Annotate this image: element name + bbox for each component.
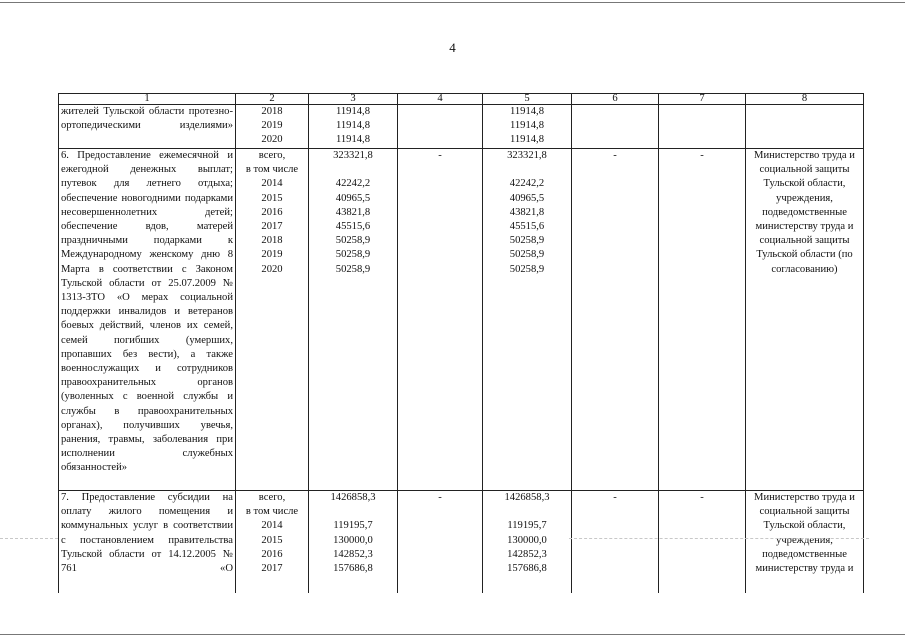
- header-cell-5: 5: [483, 94, 572, 105]
- header-cell-3: 3: [309, 94, 398, 105]
- measure-description: 6. Предоставление ежемесячной и ежегодной денежных выплат; путевок для летнего отдыха; обеспечение новогодними подарками несовершеннолетних детей; обеспечение вдов, матерей праздничными подарками к Международному женскому дню 8 Марта в соответствии с Законом Тульской области от 25.07.2009 № 1313-ЗТО «О мерах социальной поддержки инвалидов и ветеранов боевых действий, членов их семей, семей погибших (умерших, пропавших без вести), а также военнослужащих и сотрудников правоохранительных органов (уволенных с военной службы и службы в правоохранительных органах), получивших увечья, ранения, травмы, заболевания при исполнении служебных обязанностей»: [59, 149, 236, 491]
- measure-description: 7. Предоставление субсидии на оплату жилого помещения и коммунальных услуг в соответствии с постановлением правительства Тульской области от 14.12.2005 № 761 «О: [59, 491, 236, 594]
- other-sources-cell: [659, 105, 746, 149]
- federal-budget-cell: -: [398, 149, 483, 491]
- total-funding-cell: 323321,8 42242,2 40965,5 43821,8 45515,6 50258,9 50258,9 50258,9: [309, 149, 398, 491]
- header-row: [59, 94, 864, 105]
- regional-budget-cell: 323321,8 42242,2 40965,5 43821,8 45515,6 50258,9 50258,9 50258,9: [483, 149, 572, 491]
- regional-budget-cell: 11914,8 11914,8 11914,8: [483, 105, 572, 149]
- municipal-budget-cell: [572, 105, 659, 149]
- header-cell-1: 1: [59, 94, 236, 105]
- header-cell-8: 8: [746, 94, 864, 105]
- period-cell: 2018 2019 2020: [236, 105, 309, 149]
- header-cell-2: 2: [236, 94, 309, 105]
- federal-budget-cell: -: [398, 491, 483, 594]
- program-table: [58, 93, 864, 593]
- page-number: 4: [449, 40, 456, 55]
- total-funding-cell: 11914,8 11914,8 11914,8: [309, 105, 398, 149]
- other-sources-cell: -: [659, 491, 746, 594]
- header-cell-4: 4: [398, 94, 483, 105]
- table-row: [59, 491, 864, 594]
- executor-cell: [746, 105, 864, 149]
- scan-artifact-line: [0, 538, 58, 539]
- scan-edge-bottom: [0, 634, 905, 635]
- other-sources-cell: -: [659, 149, 746, 491]
- executor-cell: Министерство труда и социальной защиты Тульской области, учреждения, подведомственные министерству труда и социальной защиты Тульской области (по согласованию): [746, 149, 864, 491]
- executor-cell: Министерство труда и социальной защиты Тульской области, учреждения, подведомственные министерству труда и: [746, 491, 864, 594]
- table-row: [59, 149, 864, 491]
- period-cell: всего, в том числе 2014 2015 2016 2017: [236, 491, 309, 594]
- measure-description: жителей Тульской области протезно-ортопедическими изделиями»: [59, 105, 236, 149]
- period-cell: всего, в том числе 2014 2015 2016 2017 2018 2019 2020: [236, 149, 309, 491]
- federal-budget-cell: [398, 105, 483, 149]
- header-cell-7: 7: [659, 94, 746, 105]
- municipal-budget-cell: -: [572, 149, 659, 491]
- scan-edge-top: [0, 2, 905, 3]
- scan-artifact-line: [569, 538, 869, 539]
- regional-budget-cell: 1426858,3 119195,7 130000,0 142852,3 157686,8: [483, 491, 572, 594]
- header-cell-6: 6: [572, 94, 659, 105]
- total-funding-cell: 1426858,3 119195,7 130000,0 142852,3 157686,8: [309, 491, 398, 594]
- table-row: [59, 105, 864, 149]
- municipal-budget-cell: -: [572, 491, 659, 594]
